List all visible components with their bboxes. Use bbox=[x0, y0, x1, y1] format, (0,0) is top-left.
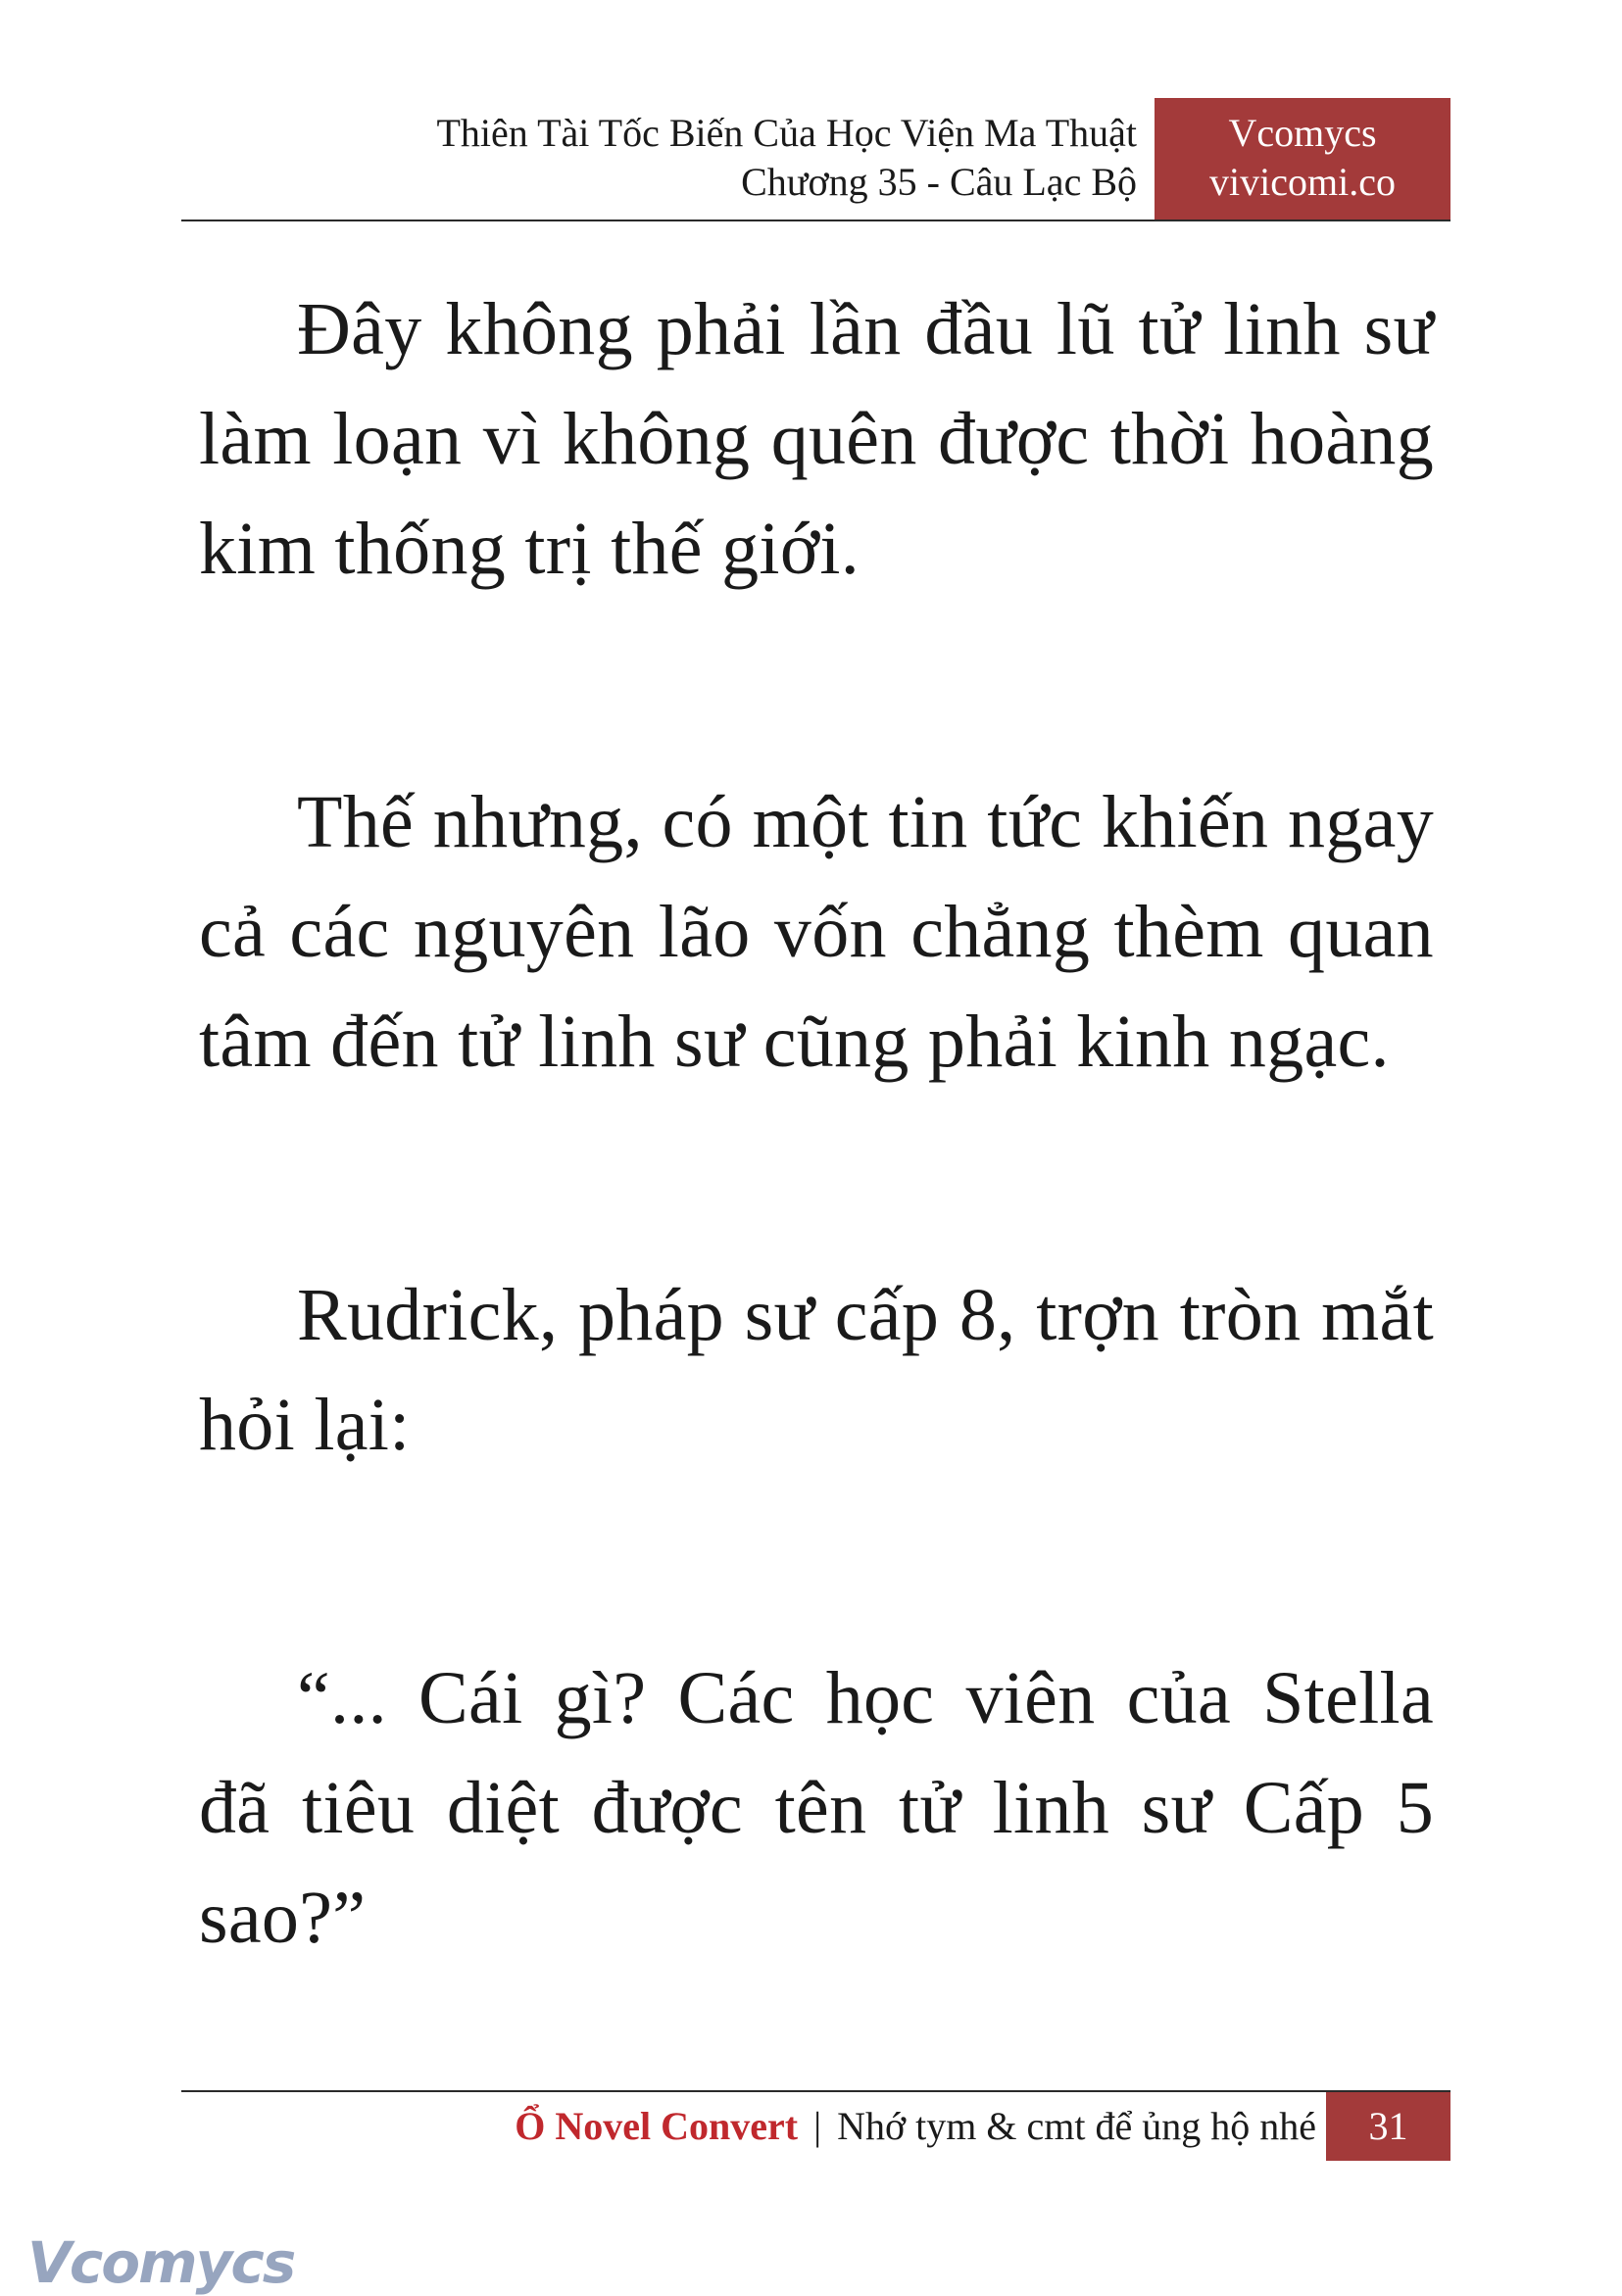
site-badge bbox=[1155, 98, 1450, 220]
header-divider bbox=[181, 220, 1450, 221]
page-number: 31 bbox=[1326, 2092, 1450, 2161]
footer-separator: | bbox=[813, 2104, 822, 2148]
footer-note: Nhớ tym & cmt để ủng hộ nhé bbox=[837, 2104, 1316, 2148]
chapter-title: Chương 35 - Câu Lạc Bộ bbox=[741, 160, 1137, 204]
paragraph: Đây không phải lần đầu lũ tử linh sư làm loạn vì không quên được thời hoàng kim thống trị thế giới. bbox=[199, 288, 1434, 590]
paragraph: Thế nhưng, có một tin tức khiến ngay cả các nguyên lão vốn chẳng thèm quan tâm đến tử linh sư cũng phải kinh ngạc. bbox=[199, 781, 1434, 1083]
book-title: Thiên Tài Tốc Biến Của Học Viện Ma Thuật bbox=[436, 111, 1137, 155]
watermark-logo: Vcomycs bbox=[27, 2229, 295, 2296]
footer-text bbox=[181, 2092, 1316, 2161]
page-header bbox=[181, 98, 1450, 220]
footer-brand: Ổ Novel Convert bbox=[515, 2104, 799, 2148]
site-url: vivicomi.co bbox=[1209, 160, 1396, 204]
header-titles bbox=[181, 98, 1137, 220]
page-footer bbox=[181, 2092, 1450, 2161]
chapter-body bbox=[199, 274, 1434, 1973]
paragraph: “... Cái gì? Các học viên của Stella đã tiêu diệt được tên tử linh sư Cấp 5 sao?” bbox=[199, 1657, 1434, 1959]
paragraph: Rudrick, pháp sư cấp 8, trợn tròn mắt hỏi lại: bbox=[199, 1274, 1434, 1466]
site-name: Vcomycs bbox=[1228, 111, 1377, 155]
